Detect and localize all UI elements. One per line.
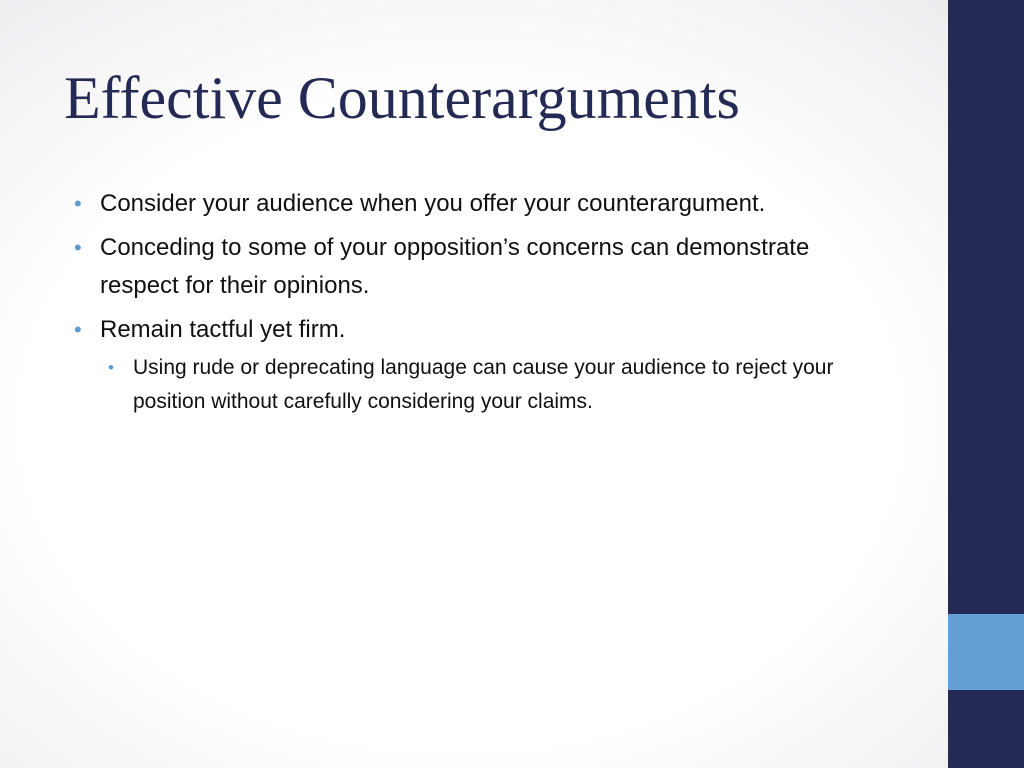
- bullet-item: [74, 311, 894, 419]
- bullet-icon: •: [74, 191, 82, 216]
- bullet-item: [74, 185, 894, 223]
- bullet-text: Remain tactful yet firm.: [100, 316, 346, 343]
- bullet-item: [74, 229, 894, 305]
- bullet-text: Consider your audience when you offer your counterargument.: [100, 190, 766, 217]
- bullet-text: Conceding to some of your opposition’s concerns can demonstrate respect for their opinions.: [100, 234, 810, 299]
- bullet-icon: •: [74, 235, 82, 260]
- sub-bullet-text: Using rude or deprecating language can cause your audience to reject your position without carefully considering your claims.: [133, 356, 834, 413]
- sub-bullet-icon: •: [108, 358, 114, 377]
- slide-body: [74, 185, 894, 425]
- sub-bullet-list: [108, 351, 894, 419]
- bullet-list: [74, 185, 894, 419]
- sub-bullet-item: [108, 351, 894, 419]
- slide-title: Effective Counterarguments: [64, 65, 740, 131]
- bullet-icon: •: [74, 317, 82, 342]
- side-accent-block: [948, 614, 1024, 690]
